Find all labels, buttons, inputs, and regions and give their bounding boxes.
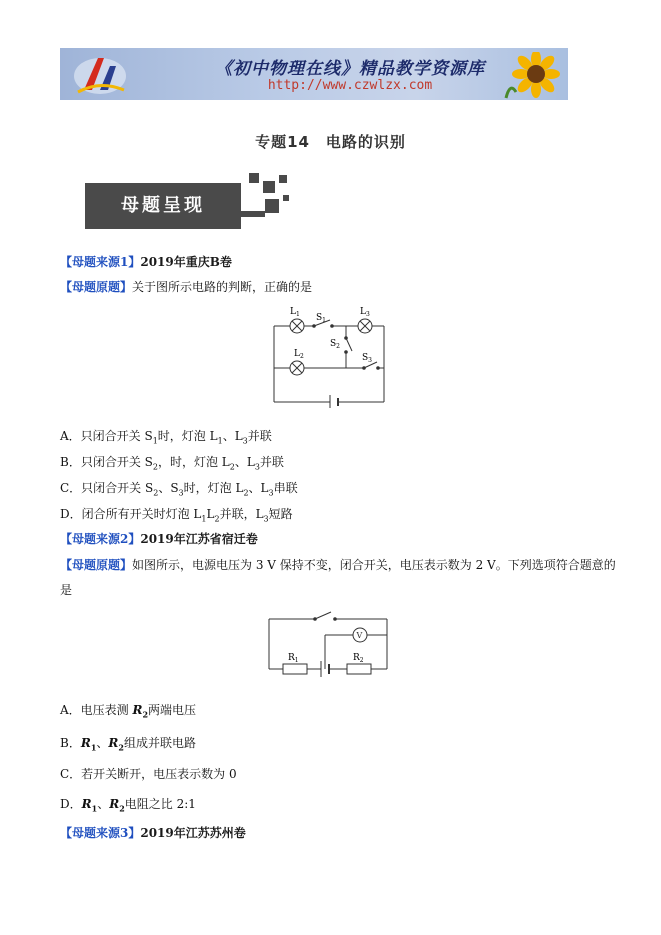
label-r1: $R_1$: [288, 653, 299, 664]
lamp-l3-icon: [358, 319, 372, 333]
q2-problem-cont: 是: [60, 583, 73, 597]
section-badge: [85, 171, 297, 235]
q1-problem-text: 关于图所示电路的判断，正确的是: [132, 280, 313, 294]
q1-problem-tag: 【母题原题】: [60, 280, 133, 294]
page-title: 专题14 电路的识别: [255, 133, 406, 151]
label-l1: $L_1$: [290, 307, 300, 318]
q1-circuit-diagram: [268, 304, 392, 408]
q1-option-c: C．只闭合开关 $S_2$、$S_3$时，灯泡 $L_2$、$L_3$串联: [60, 481, 298, 498]
label-r2: $R_2$: [353, 653, 364, 664]
site-logo-icon: [70, 50, 130, 98]
q2-source-tag: 【母题来源2】: [60, 532, 141, 546]
q2-option-d: D．$R_1$、$R_2$电阻之比 2:1: [60, 797, 196, 814]
q1-option-b: B．只闭合开关 $S_2$，时，灯泡 $L_2$、$L_3$并联: [60, 455, 284, 472]
banner-url: http://www.czwlzx.com: [267, 78, 433, 93]
header-banner: [60, 48, 568, 100]
resistor-r1-icon: [283, 664, 307, 674]
label-s2: $S_2$: [330, 339, 340, 350]
switch-s2-icon: [345, 337, 352, 354]
voltmeter-icon: [353, 628, 367, 642]
q1-option-d: D．闭合所有开关时灯泡 $L_1L_2$并联，$L_3$短路: [60, 507, 293, 524]
sunflower-icon: [500, 52, 564, 100]
badge-decoration-icon: [235, 171, 297, 235]
q2-problem: [60, 557, 616, 573]
lamp-l1-icon: [290, 319, 304, 333]
q2-option-a: A．电压表测 $R_2$两端电压: [60, 703, 197, 720]
resistor-r2-icon: [347, 664, 371, 674]
q3-source-text: 2019年江苏苏州卷: [140, 826, 246, 840]
q2-problem-tag: 【母题原题】: [60, 558, 133, 572]
lamp-l2-icon: [290, 361, 304, 375]
label-s1: $S_1$: [316, 313, 326, 324]
label-l2: $L_2$: [294, 349, 304, 360]
q2-option-b: B．$R_1$、$R_2$组成并联电路: [60, 736, 196, 753]
q2-circuit-diagram: [263, 605, 393, 681]
label-l3: $L_3$: [360, 307, 370, 318]
q2-source-text: 2019年江苏省宿迁卷: [140, 532, 258, 546]
section-badge-label: 母题呈现: [85, 183, 241, 229]
q3-source: [60, 825, 246, 841]
q1-problem: [60, 279, 312, 295]
q2-problem-text: 如图所示，电源电压为 3 V 保持不变，闭合开关，电压表示数为 2 V。下列选项符合题意的: [132, 558, 616, 572]
q1-option-a: A．只闭合开关 $S_1$时，灯泡 $L_1$、$L_3$并联: [60, 429, 272, 446]
q1-source: [60, 254, 232, 270]
q1-source-text: 2019年重庆B卷: [140, 255, 232, 269]
battery-icon: [330, 395, 338, 408]
label-s3: $S_3$: [362, 353, 372, 364]
q1-source-tag: 【母题来源1】: [60, 255, 141, 269]
svg-text:V: V: [356, 631, 363, 640]
q2-source: [60, 531, 258, 547]
q2-option-c: C．若开关断开，电压表示数为 0: [60, 767, 237, 781]
switch-icon: [314, 612, 337, 620]
banner-title: 《初中物理在线》精品教学资源库: [215, 59, 485, 79]
q3-source-tag: 【母题来源3】: [60, 826, 141, 840]
